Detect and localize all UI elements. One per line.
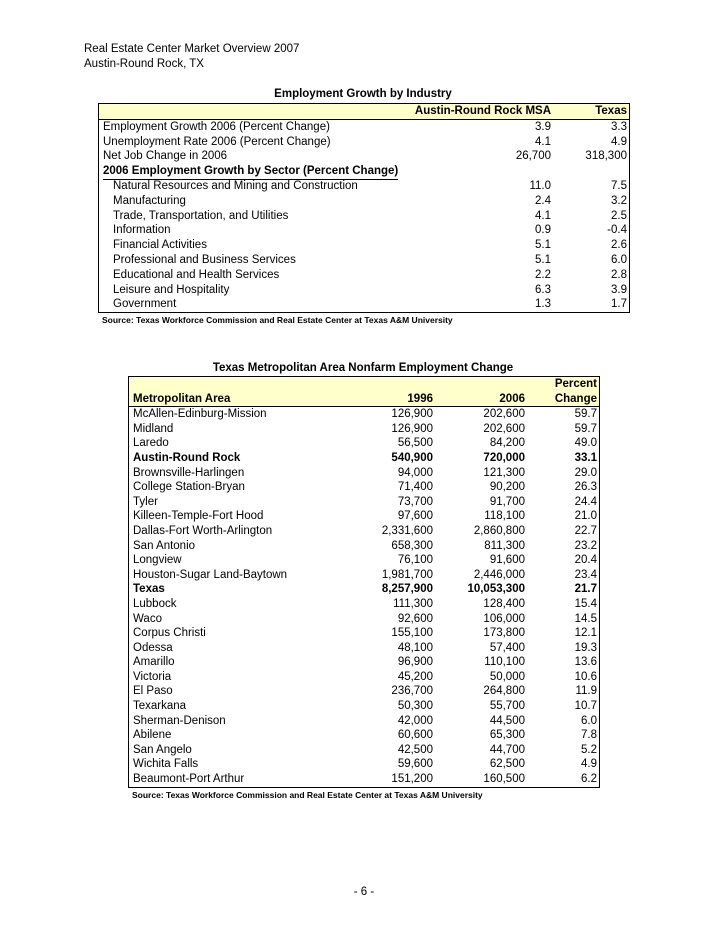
report-location: Austin-Round Rock, TX (84, 58, 204, 70)
table-row (129, 757, 599, 772)
percent-change: 29.0 (574, 466, 597, 479)
employment-1996: 60,600 (397, 729, 433, 742)
metro-area-name: Lubbock (133, 597, 177, 610)
percent-change: 22.7 (574, 524, 597, 537)
column-header-area: Metropolitan Area (133, 392, 231, 405)
texas-value: 2.5 (611, 209, 627, 222)
page-number: - 6 - (353, 886, 375, 898)
percent-change: 21.7 (574, 583, 597, 596)
employment-1996: 92,600 (397, 612, 433, 625)
metro-area-name: Longview (133, 554, 182, 567)
table-row (129, 612, 599, 627)
summary-rows (99, 120, 629, 164)
employment-2006: 202,600 (483, 422, 525, 435)
table-row (129, 699, 599, 714)
metro-rows (129, 407, 599, 786)
table-row (99, 179, 629, 194)
percent-change: 19.3 (574, 641, 597, 654)
employment-1996: 94,000 (397, 466, 433, 479)
sector-section-header (99, 164, 629, 179)
nonfarm-employment-table (128, 376, 600, 788)
employment-1996: 540,900 (391, 451, 433, 464)
employment-1996: 48,100 (397, 641, 433, 654)
table-row (129, 714, 599, 729)
table-row (99, 120, 629, 135)
employment-2006: 720,000 (483, 451, 525, 464)
employment-2006: 62,500 (489, 758, 525, 771)
metro-area-name: McAllen-Edinburg-Mission (133, 408, 267, 421)
column-header-change: Change (554, 392, 597, 405)
metro-area-name: San Antonio (133, 539, 196, 552)
msa-value: 5.1 (535, 253, 551, 266)
employment-1996: 1,981,700 (381, 568, 433, 581)
metro-area-name: Texas (133, 583, 165, 596)
table-row (129, 524, 599, 539)
texas-value: 1.7 (611, 298, 627, 311)
employment-2006: 118,100 (484, 510, 525, 523)
column-header-msa: Austin-Round Rock MSA (414, 105, 551, 117)
percent-change: 14.5 (574, 612, 597, 625)
employment-1996: 97,600 (397, 510, 433, 523)
metro-area-name: Beaumont-Port Arthur (133, 773, 245, 786)
report-title: Real Estate Center Market Overview 2007 (84, 43, 300, 55)
employment-2006: 173,800 (483, 627, 525, 640)
metro-area-name: College Station-Bryan (133, 481, 245, 494)
employment-1996: 59,600 (397, 758, 433, 771)
sector-label: Natural Resources and Mining and Construction (113, 179, 358, 192)
table-row (99, 209, 629, 224)
employment-1996: 658,300 (391, 539, 433, 552)
employment-2006: 91,700 (489, 495, 525, 508)
msa-value: 2.2 (535, 268, 551, 281)
percent-change: 10.7 (574, 700, 597, 713)
percent-change: 6.2 (581, 773, 597, 786)
table-row (99, 268, 629, 283)
metro-area-name: San Angelo (133, 743, 192, 756)
texas-value: 7.5 (611, 179, 627, 192)
percent-change: 59.7 (574, 422, 597, 435)
percent-change: 12.1 (574, 627, 597, 640)
table-row (129, 509, 599, 524)
employment-1996: 126,900 (391, 408, 433, 421)
texas-value: 3.9 (611, 283, 627, 296)
percent-change: 20.4 (574, 554, 597, 567)
employment-2006: 202,600 (483, 408, 525, 421)
table-row (99, 238, 629, 253)
metro-area-name: Wichita Falls (133, 758, 199, 771)
column-header-texas: Texas (595, 105, 627, 117)
metro-area-name: Tyler (133, 495, 158, 508)
table-row (129, 582, 599, 597)
employment-2006: 44,500 (489, 714, 525, 727)
employment-1996: 151,200 (391, 773, 433, 786)
texas-value: 2.6 (611, 239, 627, 252)
texas-value: 2.8 (611, 268, 627, 281)
employment-2006: 50,000 (489, 670, 525, 683)
employment-1996: 8,257,900 (381, 583, 433, 596)
table-row (129, 466, 599, 481)
metro-area-name: Amarillo (133, 656, 175, 669)
table-row (99, 149, 629, 164)
table-row (129, 480, 599, 495)
employment-2006: 264,800 (483, 685, 525, 698)
report-header (84, 42, 299, 72)
employment-2006: 57,400 (489, 641, 525, 654)
sector-label: Manufacturing (113, 194, 186, 207)
msa-value: 5.1 (535, 239, 551, 252)
sector-label: Leisure and Hospitality (113, 283, 230, 296)
employment-1996: 155,100 (391, 627, 433, 640)
table-row (129, 436, 599, 451)
metro-area-name: El Paso (133, 685, 173, 698)
employment-2006: 106,000 (483, 612, 525, 625)
percent-change: 33.1 (574, 451, 597, 464)
msa-value: 26,700 (515, 150, 551, 163)
msa-value: 3.9 (535, 120, 551, 133)
table-row (99, 135, 629, 150)
nonfarm-employment-title: Texas Metropolitan Area Nonfarm Employment Change (212, 362, 514, 374)
table-row (99, 297, 629, 312)
percent-change: 21.0 (574, 510, 597, 523)
employment-2006: 160,500 (483, 773, 525, 786)
sector-section-title: 2006 Employment Growth by Sector (Percent Change) (103, 164, 398, 180)
column-header-1996: 1996 (407, 392, 433, 405)
employment-2006: 2,860,800 (473, 524, 525, 537)
table-row (129, 655, 599, 670)
employment-1996: 111,300 (393, 597, 433, 610)
source-note: Source: Texas Workforce Commission and Real Estate Center at Texas A&M University (102, 315, 453, 325)
table-row (129, 568, 599, 583)
sector-label: Information (113, 224, 171, 237)
table-row (129, 626, 599, 641)
texas-value: 3.2 (611, 194, 627, 207)
msa-value: 11.0 (529, 179, 551, 192)
employment-2006: 128,400 (483, 597, 525, 610)
table-row (129, 451, 599, 466)
percent-change: 15.4 (574, 597, 597, 610)
table-row (99, 283, 629, 298)
metro-area-name: Houston-Sugar Land-Baytown (133, 568, 288, 581)
texas-value: 3.3 (611, 120, 627, 133)
percent-change: 49.0 (574, 437, 597, 450)
percent-change: 11.9 (575, 685, 597, 698)
percent-change: 13.6 (574, 656, 597, 669)
metro-area-name: Waco (133, 612, 162, 625)
employment-1996: 2,331,600 (381, 524, 433, 537)
employment-2006: 121,300 (483, 466, 525, 479)
sector-label: Trade, Transportation, and Utilities (113, 209, 289, 222)
employment-1996: 126,900 (391, 422, 433, 435)
table-header-row (129, 377, 599, 392)
percent-change: 4.9 (581, 758, 597, 771)
row-label: Employment Growth 2006 (Percent Change) (103, 120, 330, 133)
metro-area-name: Corpus Christi (133, 627, 206, 640)
table-row (129, 684, 599, 699)
percent-change: 7.8 (581, 729, 597, 742)
percent-change: 59.7 (574, 408, 597, 421)
percent-change: 24.4 (574, 495, 597, 508)
texas-value: 6.0 (611, 253, 627, 266)
sector-label: Government (113, 298, 177, 311)
employment-2006: 84,200 (489, 437, 525, 450)
metro-area-name: Texarkana (133, 700, 187, 713)
table-row (129, 670, 599, 685)
row-label: Net Job Change in 2006 (103, 150, 228, 163)
table-row (129, 641, 599, 656)
employment-1996: 56,500 (397, 437, 433, 450)
employment-1996: 45,200 (397, 670, 433, 683)
table-row (129, 422, 599, 437)
row-label: Unemployment Rate 2006 (Percent Change) (103, 135, 331, 148)
percent-change: 5.2 (581, 743, 597, 756)
sector-label: Financial Activities (113, 239, 207, 252)
employment-2006: 10,053,300 (467, 583, 525, 596)
table-row (99, 194, 629, 209)
employment-2006: 2,446,000 (473, 568, 525, 581)
texas-value: 4.9 (611, 135, 627, 148)
table-header-row (129, 392, 599, 408)
table-row (129, 772, 599, 787)
metro-area-name: Laredo (133, 437, 169, 450)
msa-value: 4.1 (535, 209, 551, 222)
percent-change: 23.2 (574, 539, 597, 552)
texas-value: 318,300 (585, 150, 627, 163)
table-row (129, 743, 599, 758)
table-row (129, 728, 599, 743)
sector-rows (99, 179, 629, 312)
msa-value: 6.3 (535, 283, 551, 296)
employment-2006: 55,700 (489, 700, 525, 713)
metro-area-name: Sherman-Denison (133, 714, 226, 727)
employment-1996: 236,700 (391, 685, 433, 698)
table-row (99, 253, 629, 268)
msa-value: 1.3 (535, 298, 551, 311)
metro-area-name: Victoria (133, 670, 172, 683)
employment-2006: 811,300 (484, 539, 525, 552)
msa-value: 4.1 (535, 135, 551, 148)
employment-1996: 71,400 (397, 481, 433, 494)
msa-value: 2.4 (535, 194, 551, 207)
employment-1996: 42,000 (397, 714, 433, 727)
employment-1996: 42,500 (397, 743, 433, 756)
employment-2006: 44,700 (489, 743, 525, 756)
texas-value: -0.4 (607, 224, 627, 237)
percent-change: 10.6 (574, 670, 597, 683)
percent-change: 23.4 (574, 568, 597, 581)
employment-2006: 91,600 (489, 554, 525, 567)
table-row (129, 597, 599, 612)
table-row (129, 495, 599, 510)
table-row (129, 407, 599, 422)
percent-change: 26.3 (574, 481, 597, 494)
metro-area-name: Killeen-Temple-Fort Hood (133, 510, 264, 523)
metro-area-name: Dallas-Fort Worth-Arlington (133, 524, 273, 537)
employment-growth-table (98, 103, 630, 313)
table-row (129, 539, 599, 554)
sector-label: Educational and Health Services (113, 268, 280, 281)
metro-area-name: Brownsville-Harlingen (133, 466, 245, 479)
percent-change: 6.0 (581, 714, 597, 727)
table-header-row (99, 104, 629, 120)
employment-1996: 96,900 (397, 656, 433, 669)
employment-2006: 110,100 (484, 656, 525, 669)
employment-2006: 90,200 (489, 481, 525, 494)
table-row (99, 223, 629, 238)
metro-area-name: Austin-Round Rock (133, 451, 241, 464)
source-note: Source: Texas Workforce Commission and Real Estate Center at Texas A&M University (132, 790, 483, 800)
metro-area-name: Abilene (133, 729, 172, 742)
employment-1996: 76,100 (397, 554, 433, 567)
column-header-percent: Percent (554, 378, 597, 390)
metro-area-name: Midland (133, 422, 174, 435)
employment-1996: 73,700 (397, 495, 433, 508)
table-row (129, 553, 599, 568)
employment-growth-title: Employment Growth by Industry (274, 88, 452, 100)
sector-label: Professional and Business Services (113, 253, 296, 266)
employment-2006: 65,300 (489, 729, 525, 742)
msa-value: 0.9 (535, 224, 551, 237)
employment-1996: 50,300 (397, 700, 433, 713)
column-header-2006: 2006 (499, 392, 525, 405)
metro-area-name: Odessa (133, 641, 173, 654)
